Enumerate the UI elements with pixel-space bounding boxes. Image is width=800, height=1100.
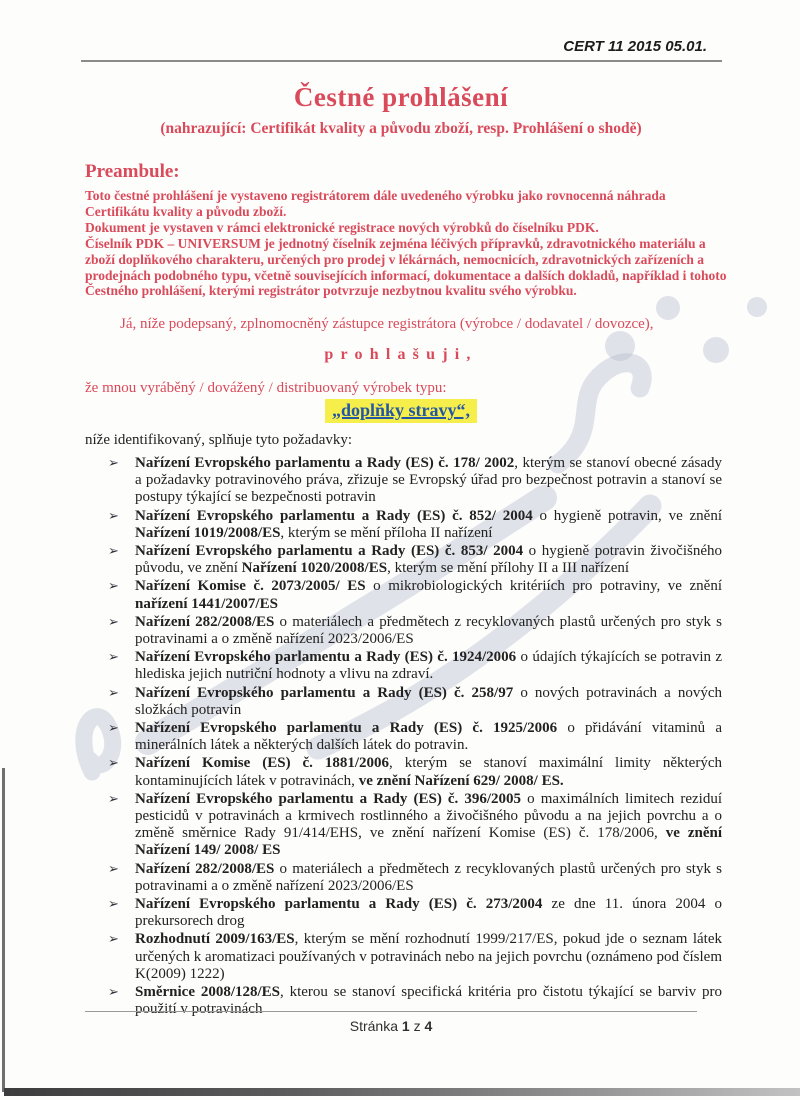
page-title: Čestné prohlášení [293, 82, 509, 112]
title-block [80, 82, 722, 138]
bullet-arrow-icon: ➢ [108, 985, 119, 1001]
regulation-item [108, 543, 722, 577]
header-rule [81, 60, 722, 62]
bullet-arrow-icon: ➢ [108, 544, 119, 560]
bullet-arrow-icon: ➢ [108, 756, 119, 772]
document-code: CERT 11 2015 05.01. [563, 38, 707, 55]
footer-of-word: z [413, 1018, 421, 1034]
preambule-heading: Preambule: [85, 161, 180, 182]
product-type-highlight: „doplňky stravy“, [325, 399, 477, 423]
preambule-paragraph-3: Číselník PDK – UNIVERSUM je jednotný číselník zejména léčivých přípravků, zdravotnického materiálu a zboží doplňkového charakteru, určených pro prodej v lékárnách, nemocnicích, zdravotnických zařízeních a prodejnách podobného typu, včetně souvisejících informací, dokumentace a dalších dokladů, například i tohoto Čestného prohlášení, kterými registrátor potvrzuje nezbytnou kvalitu svého výrobku. [85, 235, 727, 299]
regulation-text: Směrnice 2008/128/ES, kterou se stanoví specifická kritéria pro čistotu týkající se barviv pro použití v potravinách [135, 984, 722, 1018]
scan-edge-left [2, 768, 5, 1092]
preambule-body [85, 188, 733, 299]
regulation-item [108, 614, 722, 648]
regulation-text: Nařízení Evropského parlamentu a Rady (ES) č. 258/97 o nových potravinách a nových složkách potravin [135, 684, 723, 718]
bullet-arrow-icon: ➢ [108, 897, 119, 913]
bullet-arrow-icon: ➢ [108, 685, 119, 701]
regulation-text: Rozhodnutí 2009/163/ES, kterým se mění rozhodnutí 1999/217/ES, pokud jde o seznam látek určených k aromatizaci používaných v potravinách nebo na jejich povrchu (oznámeno pod číslem K(2009) 1222) [135, 931, 722, 982]
bullet-arrow-icon: ➢ [108, 650, 119, 666]
regulation-text: Nařízení Komise č. 2073/2005/ ES o mikrobiologických kritériích pro potraviny, ve znění nařízení 1441/2007/ES [135, 578, 722, 612]
bullet-arrow-icon: ➢ [108, 721, 119, 737]
scan-edge-bottom [4, 1088, 800, 1096]
regulation-text: Nařízení Evropského parlamentu a Rady (ES) č. 273/2004 ze dne 11. února 2004 o prekursorech drog [135, 896, 723, 930]
regulation-item [108, 649, 722, 683]
footer-rule [85, 1011, 697, 1012]
regulation-item [108, 685, 722, 719]
regulation-item [108, 720, 722, 754]
regulation-text: Nařízení Evropského parlamentu a Rady (ES) č. 853/ 2004 o hygieně potravin živočišného původu, ve znění Nařízení 1020/2008/ES, kterým se mění přílohy II a III nařízení [135, 543, 722, 577]
regulation-text: Nařízení Evropského parlamentu a Rady (ES) č. 1924/2006 o údajích týkajících se potravin z hlediska jejich nutriční hodnoty a vlivu na zdraví. [135, 649, 723, 683]
product-type-wrap [80, 399, 722, 423]
product-line: že mnou vyráběný / dovážený / distribuovaný výrobek typu: [85, 380, 447, 396]
declarant-line: Já, níže podepsaný, zplnomocněný zástupce registrátora (výrobce / dodavatel / dovozce), [120, 316, 654, 332]
requirements-intro: níže identifikovaný, splňuje tyto požadavky: [85, 432, 353, 448]
bullet-arrow-icon: ➢ [108, 932, 119, 948]
page-subtitle: (nahrazující: Certifikát kvality a původu zboží, resp. Prohlášení o shodě) [160, 120, 642, 137]
regulation-text: Nařízení Evropského parlamentu a Rady (ES) č. 396/2005 o maximálních limitech reziduí pesticidů v potravinách a krmivech rostlinného a živočišného původu a na jejich povrchu a o změně směrnice Rady 91/414/EHS, ve znění nařízení Komise (ES) č. 178/2006, ve znění Nařízení 149/ 2008/ ES [135, 790, 723, 859]
page-footer [85, 1018, 697, 1034]
regulation-text: Nařízení Komise (ES) č. 1881/2006, kterým se stanoví maximální limity některých kontaminujících látek v potravinách, ve znění Nařízení 629/ 2008/ ES. [135, 755, 722, 789]
regulation-text: Nařízení Evropského parlamentu a Rady (ES) č. 1925/2006 o přidávání vitaminů a minerálních látek a některých dalších látek do potravin. [135, 720, 723, 754]
footer-page-total: 4 [424, 1018, 433, 1034]
preambule-paragraph-1: Toto čestné prohlášení je vystaveno registrátorem dále uvedeného výrobku jako rovnocenná náhrada Certifikátu kvality a původu zboží. [85, 188, 666, 219]
bullet-arrow-icon: ➢ [108, 791, 119, 807]
bullet-arrow-icon: ➢ [108, 579, 119, 595]
regulation-text: Nařízení 282/2008/ES o materiálech a předmětech z recyklovaných plastů určených pro styk s potravinami a o změně nařízení 2023/2006/ES [135, 860, 722, 894]
regulation-item [108, 861, 722, 895]
regulation-text: Nařízení Evropského parlamentu a Rady (ES) č. 852/ 2004 o hygieně potravin, ve znění Nařízení 1019/2008/ES, kterým se mění příloha II nařízení [135, 507, 722, 541]
regulation-item [108, 791, 722, 860]
bullet-arrow-icon: ➢ [108, 456, 119, 471]
regulation-item [108, 455, 722, 507]
regulation-item [108, 984, 722, 1018]
bullet-arrow-icon: ➢ [108, 508, 119, 524]
footer-page-word: Stránka [349, 1018, 398, 1034]
regulation-text: Nařízení Evropského parlamentu a Rady (ES) č. 178/ 2002, kterým se stanoví obecné zásady a požadavky potravinového práva, zřizuje se Evropský úřad pro bezpečnost potravin a stanoví se postupy týkající se bezpečnosti potravin [135, 455, 722, 506]
preambule-paragraph-2: Dokument je vystaven v rámci elektronické registrace nových výrobků do číselníku PDK. [85, 219, 599, 235]
regulation-item [108, 508, 722, 542]
bullet-arrow-icon: ➢ [108, 861, 119, 877]
declare-word: prohlašuji, [324, 346, 478, 363]
regulation-item [108, 931, 722, 983]
regulation-text: Nařízení 282/2008/ES o materiálech a předmětech z recyklovaných plastů určených pro styk s potravinami a o změně nařízení 2023/2006/ES [135, 613, 722, 648]
regulation-item [108, 578, 722, 612]
regulation-item [108, 896, 722, 930]
bullet-arrow-icon: ➢ [108, 614, 119, 630]
regulations-list [108, 455, 722, 1020]
regulation-item [108, 755, 722, 789]
footer-page-number: 1 [401, 1018, 410, 1034]
